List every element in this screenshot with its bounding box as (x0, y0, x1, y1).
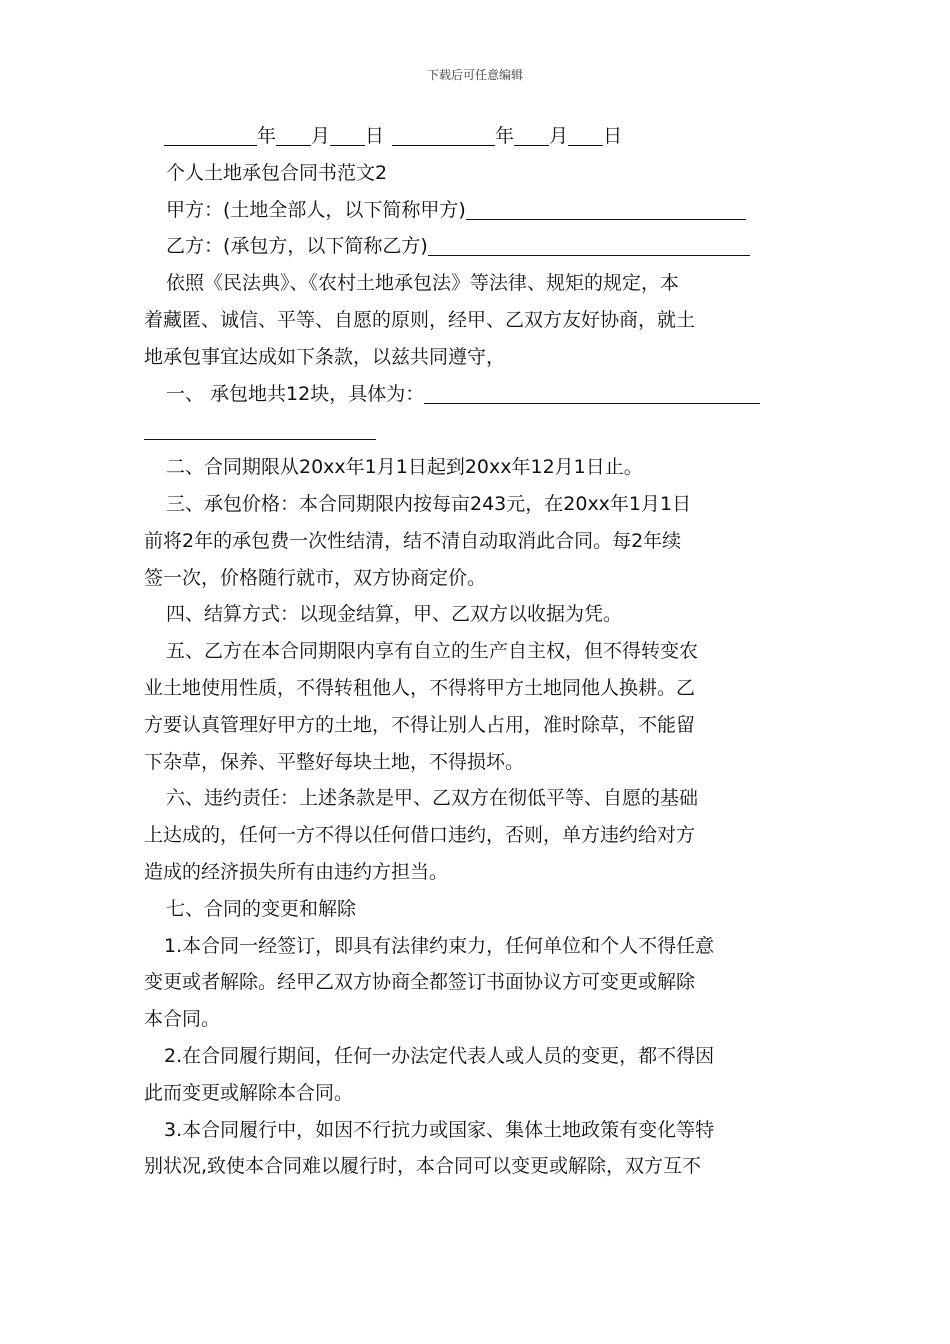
month-label-2: 月 (549, 125, 569, 147)
item-3-line: 3.本合同履行中，如因不行抗力或国家、集体土地政策有变化等特 (164, 1118, 715, 1141)
party-b-label: 乙方：(承包方，以下简称乙方) (166, 235, 428, 258)
blank-day-2 (568, 123, 603, 146)
item-3 (144, 1112, 808, 1186)
intro-paragraph (144, 265, 808, 375)
clause-1-text: 一、 承包地共12块，具体为： (166, 382, 425, 405)
clause-5-line: 方要认真管理好甲方的土地，不得让别人占用，准时除草，不能留 (144, 713, 696, 736)
clause-5-line: 业土地使用性质，不得转租他人，不得将甲方土地同他人换耕。乙 (144, 676, 696, 699)
party-a-blank (466, 197, 746, 220)
clause-4: 四、结算方式：以现金结算，甲、乙双方以收据为凭。 (166, 603, 623, 626)
month-label-1: 月 (311, 125, 331, 147)
clause-1 (144, 376, 808, 413)
clause-6-line: 六、违约责任：上述条款是甲、乙双方在彻低平等、自愿的基础 (166, 787, 699, 810)
clause-3 (144, 486, 808, 596)
date-row (144, 118, 808, 155)
document-body (144, 118, 808, 1185)
clause-3-line: 前将2年的承包费一次性结清，结不清自动取消此合同。每2年续 (144, 529, 682, 552)
document-title: 个人土地承包合同书范文2 (166, 161, 388, 184)
day-label-1: 日 (365, 125, 385, 147)
clause-3-line: 签一次，价格随行就市，双方协商定价。 (144, 566, 487, 589)
clause-1-blank (424, 381, 760, 404)
party-b-blank (428, 233, 750, 256)
clause-2: 二、合同期限从20xx年1月1日起到20xx年12月1日止。 (166, 456, 643, 479)
item-2-line: 2.在合同履行期间，任何一办法定代表人或人员的变更，都不得因 (164, 1044, 715, 1067)
item-1-line: 1.本合同一经签订，即具有法律约束力，任何单位和个人不得任意 (164, 934, 715, 957)
clause-5-line: 五、乙方在本合同期限内享有自立的生产自主权，但不得转变农 (166, 640, 699, 663)
intro-line: 地承包事宜达成如下条款，以兹共同遵守， (144, 345, 506, 368)
clause-7: 七、合同的变更和解除 (166, 897, 357, 920)
blank-year-2 (392, 123, 495, 146)
party-a-line (144, 192, 808, 229)
blank-year-1 (164, 123, 257, 146)
clause-5 (144, 633, 808, 780)
party-b-line (144, 228, 808, 265)
item-2 (144, 1038, 808, 1112)
item-1-line: 变更或者解除。经甲乙双方协商全都签订书面协议方可变更或解除 (144, 971, 696, 994)
clause-1-blank-2 (144, 417, 376, 440)
year-label-1: 年 (257, 125, 277, 147)
clause-1-continuation (144, 412, 808, 449)
clause-5-line: 下杂草，保养、平整好每块土地，不得损坏。 (144, 750, 525, 773)
party-a-label: 甲方：(土地全部人，以下简称甲方) (166, 198, 466, 221)
page-header: 下载后可任意编辑 (426, 68, 523, 82)
clause-6-line: 上达成的，任何一方不得以任何借口违约，否则，单方违约给对方 (144, 824, 696, 847)
item-1-line: 本合同。 (144, 1008, 221, 1031)
year-label-2: 年 (495, 125, 515, 147)
intro-line: 着藏匿、诚信、平等、自愿的原则，经甲、乙双方友好协商，就土 (144, 308, 696, 331)
clause-3-line: 三、承包价格：本合同期限内按每亩243元，在20xx年1月1日 (166, 492, 692, 515)
clause-6 (144, 780, 808, 890)
blank-month-1 (276, 123, 311, 146)
intro-line: 依照《民法典》、《农村土地承包法》等法律、规矩的规定，本 (166, 272, 680, 295)
blank-day-1 (330, 123, 365, 146)
item-3-line: 别状况,致使本合同难以履行时，本合同可以变更或解除，双方互不 (144, 1155, 702, 1178)
day-label-2: 日 (603, 125, 623, 147)
item-1 (144, 928, 808, 1038)
blank-month-2 (514, 123, 549, 146)
item-2-line: 此而变更或解除本合同。 (144, 1081, 354, 1104)
clause-6-line: 造成的经济损失所有由违约方担当。 (144, 860, 449, 883)
